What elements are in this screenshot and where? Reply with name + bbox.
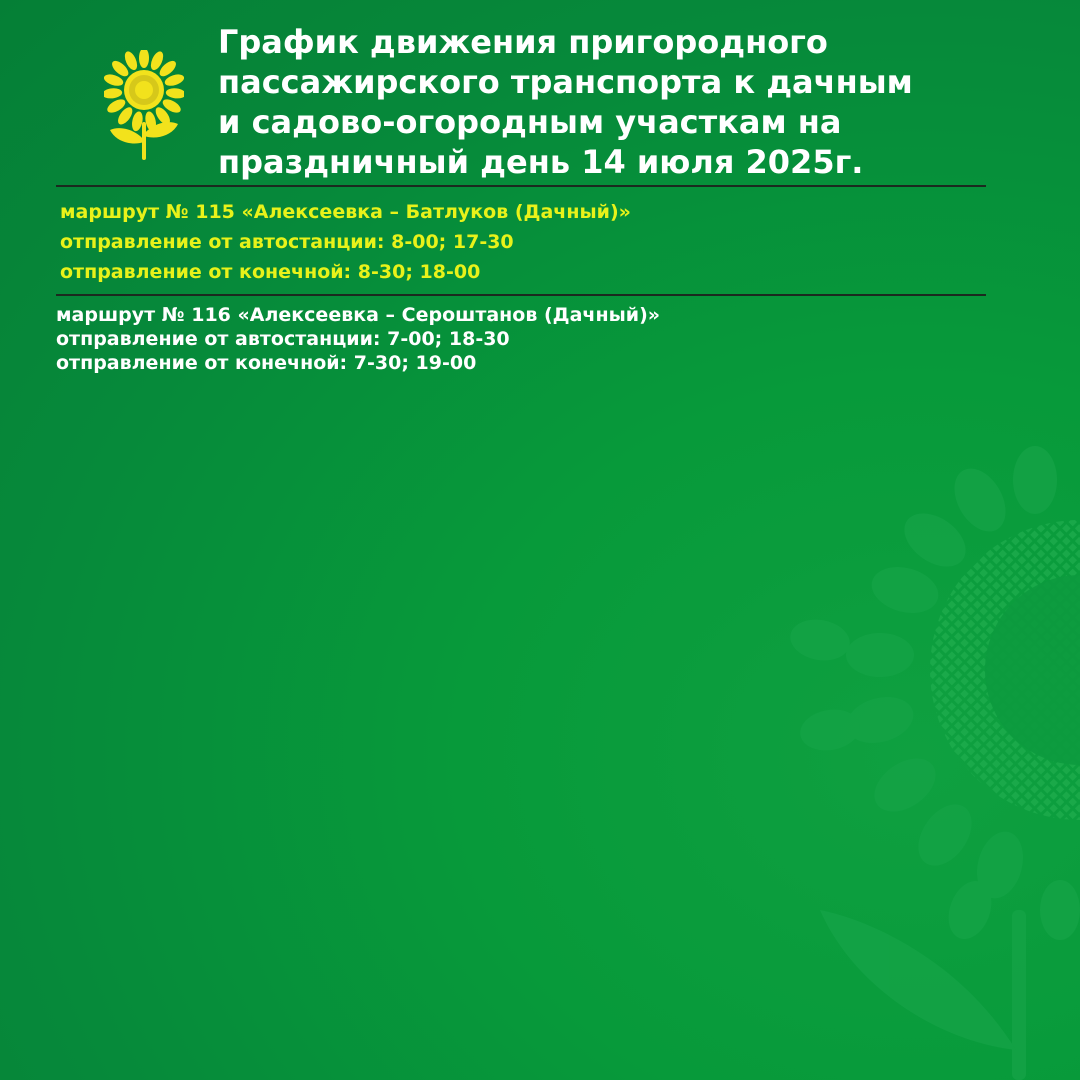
title-line: праздничный день 14 июля 2025г.	[218, 143, 864, 181]
route-name: маршрут № 115 «Алексеевка – Батлуков (Дачный)»	[60, 201, 631, 223]
divider	[56, 185, 986, 187]
route-departure-terminal: отправление от конечной: 7-30; 19-00	[56, 352, 477, 374]
title-line: пассажирского транспорта к дачным	[218, 63, 913, 101]
route-116-block	[56, 303, 660, 375]
route-departure-station: отправление от автостанции: 8-00; 17-30	[60, 231, 514, 253]
page-title	[218, 22, 1018, 182]
route-departure-station: отправление от автостанции: 7-00; 18-30	[56, 328, 510, 350]
route-115-block	[60, 197, 631, 287]
title-line: График движения пригородного	[218, 23, 828, 61]
divider	[56, 294, 986, 296]
sunflower-logo-icon	[104, 50, 184, 162]
route-name: маршрут № 116 «Алексеевка – Сероштанов (Дачный)»	[56, 304, 661, 326]
title-line: и садово-огородным участкам на	[218, 103, 842, 141]
route-departure-terminal: отправление от конечной: 8-30; 18-00	[60, 261, 481, 283]
sunflower-watermark-icon	[780, 440, 1080, 1080]
